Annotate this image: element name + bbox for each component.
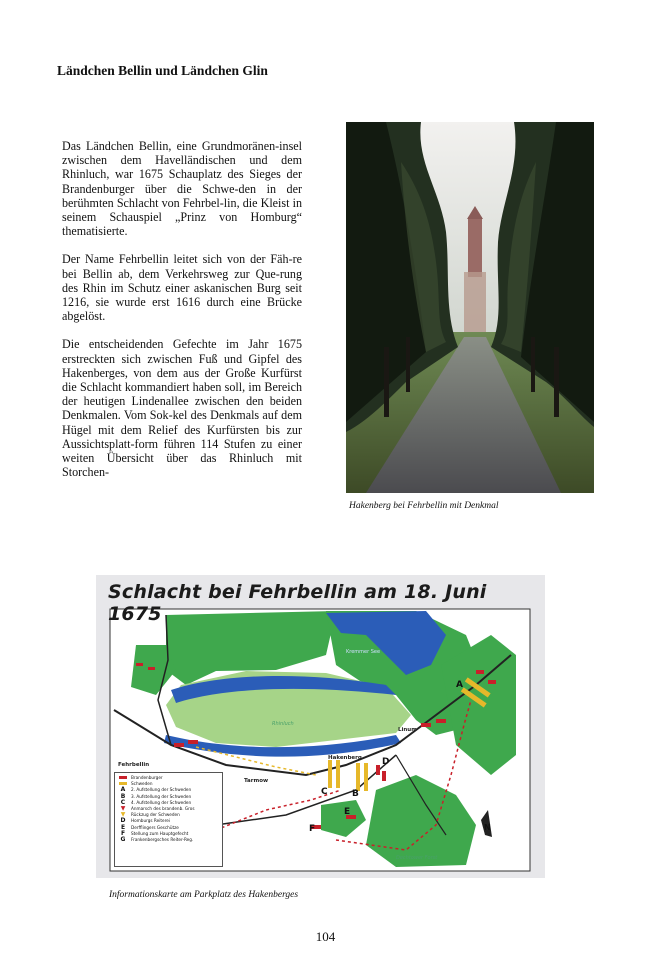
position-letter-f: F xyxy=(309,824,316,834)
hakenberg-photo xyxy=(346,122,594,493)
map-title: Schlacht bei Fehrbellin am 18. Juni 1675 xyxy=(108,581,487,625)
legend-label: Anmarsch des brandenb. Gros xyxy=(131,806,195,812)
position-letter-e: E xyxy=(344,807,351,817)
legend-row xyxy=(118,837,219,843)
legend-key: F xyxy=(120,829,126,837)
legend-label: Frankenbergsches Reiter-Reg. xyxy=(131,837,194,843)
brandenburg-swatch xyxy=(119,776,127,779)
position-letter-d: D xyxy=(382,757,390,767)
legend-label: 4. Aufstellung der Schweden xyxy=(131,799,192,805)
legend-label: Stellung zum Hauptgefecht xyxy=(131,830,189,836)
place-linum: Linum xyxy=(398,727,417,733)
place-forst: Dechtower Forst xyxy=(396,855,438,861)
legend-label: Schweden xyxy=(131,781,153,787)
paragraph-1: Das Ländchen Bellin, eine Grundmoränen-insel zwischen dem Havelländischen und dem Rhinluch, war 1675 Schauplatz des Sieges der Brandenburger über die Schwe-den in der berühmten Schlacht von Fehrbel-lin, die Kleist in seinem Schauspiel „Prinz von Homburg“ thematisierte. xyxy=(62,139,302,239)
legend-label: Brandenburger xyxy=(131,775,163,780)
place-tarmow: Tarmow xyxy=(244,778,269,784)
map-legend xyxy=(114,772,223,867)
battle-map xyxy=(96,575,545,878)
legend-key: C xyxy=(120,798,126,806)
legend-label: 3. Aufstellung der Schweden xyxy=(131,793,192,799)
map-caption: Informationskarte am Parkplatz des Hakenberges xyxy=(109,890,299,900)
position-letter-b: B xyxy=(352,789,359,799)
legend-key: E xyxy=(120,823,126,831)
avenue-photo-illustration xyxy=(346,122,594,493)
legend-key: ▼ xyxy=(120,805,126,813)
paragraph-3: Die entscheidenden Gefechte im Jahr 1675 erstreckten sich zwischen Fuß und Gipfel des Hakenberges, von dem aus der Große Kurfürst die Schlacht kommandiert haben soll, im Bereich der heutigen Lindenallee zwischen den beiden Denkmalen. Vom Sok-kel des Denkmals auf dem Hügel mit dem Relief des Kurfürsten bis zur Aussichtsplatt-form führen 114 Stufen zu einer weiten Übersicht über das Rhinluch mit Storchen- xyxy=(62,337,302,480)
photo-caption: Hakenberg bei Fehrbellin mit Denkmal xyxy=(349,501,499,511)
paragraph-2: Der Name Fehrbellin leitet sich von der Fäh-re bei Bellin ab, dem Verkehrsweg zur Que-rung des Rhin im Schutz einer askanischen Burg seit 1216, sie wurde erst 1616 durch eine Brücke abgelöst. xyxy=(62,252,302,324)
legend-key: G xyxy=(120,836,126,844)
legend-key: A xyxy=(120,786,126,794)
page-heading: Ländchen Bellin und Ländchen Glin xyxy=(57,63,268,78)
legend-label: Derfflingers Geschütze xyxy=(131,824,179,830)
place-hakenberg: Hakenberg xyxy=(328,755,362,761)
place-fehrbellin: Fehrbellin xyxy=(118,762,150,768)
page-number: 104 xyxy=(315,929,336,944)
place-rhinluch: Rhinluch xyxy=(272,721,294,727)
legend-key: B xyxy=(120,792,126,800)
sweden-swatch xyxy=(119,782,127,785)
position-letter-a: A xyxy=(456,680,463,690)
legend-label: 2. Aufstellung der Schweden xyxy=(131,787,192,793)
north-letter: N xyxy=(484,823,491,832)
position-letter-c: C xyxy=(321,787,328,797)
legend-key: ▼ xyxy=(120,811,126,819)
legend-label: Rückzug der Schweden xyxy=(131,812,180,818)
place-kremmer-see: Kremmer See xyxy=(346,649,381,655)
legend-key: D xyxy=(120,817,126,825)
legend-label: Homburgs Reiterei xyxy=(131,818,170,824)
body-text xyxy=(62,139,302,493)
